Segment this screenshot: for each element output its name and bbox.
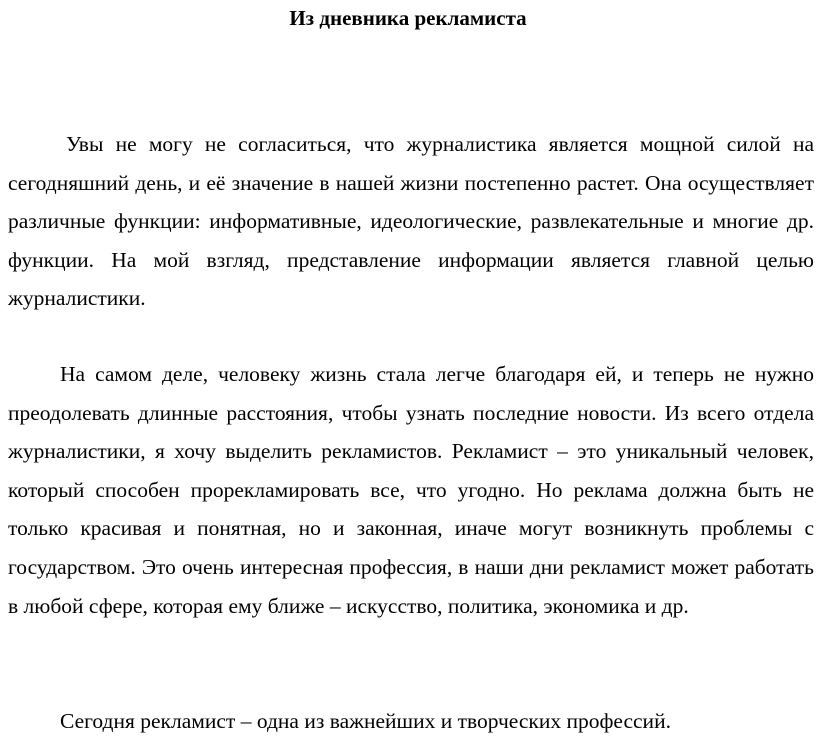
paragraph-1: Увы не могу не согласиться, что журналистика является мощной силой на сегодняшний день, и её значение в нашей жизни постепенно растет. Она осуществляет различные функции: информативные, идеологические, развлекательные и многие др. функции. На мой взгляд, представление информации является главной целью журналистики.	[8, 132, 814, 311]
document-title: Из дневника рекламиста	[289, 6, 527, 30]
paragraph-3: Сегодня рекламист – одна из важнейших и творческих профессий.	[60, 709, 671, 733]
paragraph-2: На самом деле, человеку жизнь стала легче благодаря ей, и теперь не нужно преодолевать длинные расстояния, чтобы узнать последние новости. Из всего отдела журналистики, я хочу выделить рекламистов. Рекламист – это уникальный человек, который способен прорекламировать все, что угодно. Но реклама должна быть не только красивая и понятная, но и законная, иначе могут возникнуть проблемы с государством. Это очень интересная профессия, в наши дни рекламист может работать в любой сфере, которая ему ближе – искусство, политика, экономика и др.	[8, 362, 814, 618]
